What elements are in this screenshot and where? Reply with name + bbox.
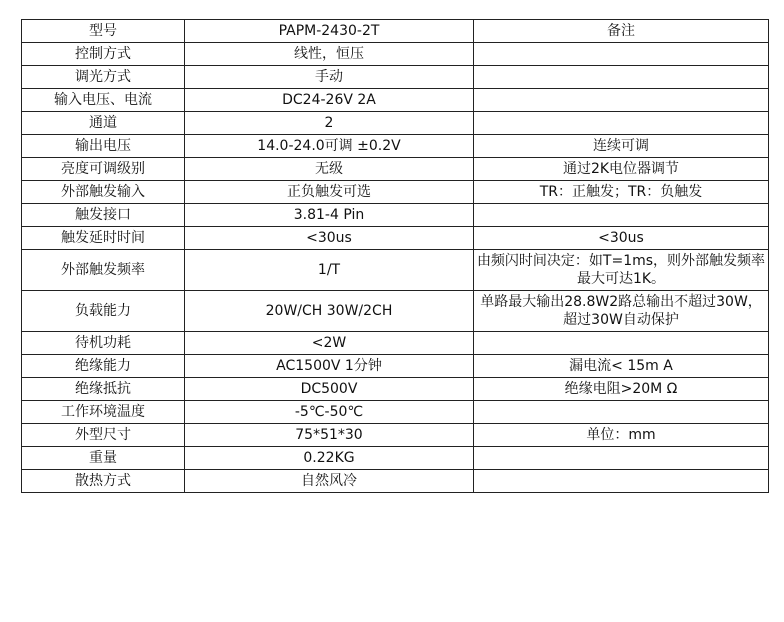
spec-value-cell: 手动: [185, 66, 474, 89]
spec-value-cell: 自然风冷: [185, 470, 474, 493]
spec-label-cell: 绝缘能力: [22, 355, 185, 378]
spec-note-cell: [474, 66, 769, 89]
table-row: [22, 89, 769, 112]
spec-value-cell: AC1500V 1分钟: [185, 355, 474, 378]
spec-value-cell: 0.22KG: [185, 447, 474, 470]
table-row: [22, 332, 769, 355]
spec-note-cell: 绝缘电阻>20M Ω: [474, 378, 769, 401]
spec-label-cell: 亮度可调级别: [22, 158, 185, 181]
table-row: [22, 204, 769, 227]
spec-label-cell: 外部触发频率: [22, 250, 185, 291]
spec-label-cell: 工作环境温度: [22, 401, 185, 424]
table-row: [22, 470, 769, 493]
spec-note-cell: TR：正触发；TR：负触发: [474, 181, 769, 204]
spec-note-cell: [474, 470, 769, 493]
spec-label-cell: 通道: [22, 112, 185, 135]
spec-value-cell: 3.81-4 Pin: [185, 204, 474, 227]
spec-note-cell: 由频闪时间决定：如T=1ms，则外部触发频率最大可达1K。: [474, 250, 769, 291]
spec-value-cell: DC500V: [185, 378, 474, 401]
spec-value-cell: 1/T: [185, 250, 474, 291]
table-header-row: [22, 20, 769, 43]
spec-table-body: [22, 20, 769, 493]
table-row: [22, 250, 769, 291]
spec-table: [21, 19, 769, 493]
table-row: [22, 227, 769, 250]
spec-label-cell: 待机功耗: [22, 332, 185, 355]
table-row: [22, 181, 769, 204]
spec-label-cell: 重量: [22, 447, 185, 470]
spec-label-cell: 散热方式: [22, 470, 185, 493]
table-row: [22, 447, 769, 470]
spec-value-cell: DC24-26V 2A: [185, 89, 474, 112]
spec-note-cell: 漏电流< 15m A: [474, 355, 769, 378]
spec-value-cell: 20W/CH 30W/2CH: [185, 291, 474, 332]
spec-note-cell: [474, 332, 769, 355]
spec-label-cell: 负载能力: [22, 291, 185, 332]
spec-label-cell: 绝缘抵抗: [22, 378, 185, 401]
spec-label-cell: 控制方式: [22, 43, 185, 66]
spec-note-cell: [474, 447, 769, 470]
spec-label-cell: 调光方式: [22, 66, 185, 89]
table-row: [22, 355, 769, 378]
spec-value-cell: 75*51*30: [185, 424, 474, 447]
spec-value-cell: 2: [185, 112, 474, 135]
spec-label-cell: 外型尺寸: [22, 424, 185, 447]
spec-note-cell: 单路最大输出28.8W2路总输出不超过30W，超过30W自动保护: [474, 291, 769, 332]
table-row: [22, 378, 769, 401]
spec-note-cell: [474, 89, 769, 112]
table-row: [22, 43, 769, 66]
table-row: [22, 135, 769, 158]
spec-label-cell: 输入电压、电流: [22, 89, 185, 112]
spec-value-cell: 正负触发可选: [185, 181, 474, 204]
header-label-cell: 型号: [22, 20, 185, 43]
spec-label-cell: 触发延时时间: [22, 227, 185, 250]
spec-value-cell: <30us: [185, 227, 474, 250]
table-row: [22, 424, 769, 447]
spec-note-cell: [474, 43, 769, 66]
spec-note-cell: [474, 401, 769, 424]
spec-value-cell: <2W: [185, 332, 474, 355]
table-row: [22, 66, 769, 89]
table-row: [22, 158, 769, 181]
header-note-cell: 备注: [474, 20, 769, 43]
spec-label-cell: 触发接口: [22, 204, 185, 227]
spec-value-cell: 无级: [185, 158, 474, 181]
header-model-cell: PAPM-2430-2T: [185, 20, 474, 43]
spec-note-cell: 通过2K电位器调节: [474, 158, 769, 181]
spec-label-cell: 输出电压: [22, 135, 185, 158]
spec-note-cell: [474, 204, 769, 227]
spec-note-cell: <30us: [474, 227, 769, 250]
table-row: [22, 401, 769, 424]
spec-label-cell: 外部触发输入: [22, 181, 185, 204]
spec-value-cell: -5℃-50℃: [185, 401, 474, 424]
spec-note-cell: [474, 112, 769, 135]
table-row: [22, 112, 769, 135]
spec-note-cell: 单位：mm: [474, 424, 769, 447]
table-row: [22, 291, 769, 332]
spec-value-cell: 14.0-24.0可调 ±0.2V: [185, 135, 474, 158]
spec-value-cell: 线性，恒压: [185, 43, 474, 66]
spec-note-cell: 连续可调: [474, 135, 769, 158]
